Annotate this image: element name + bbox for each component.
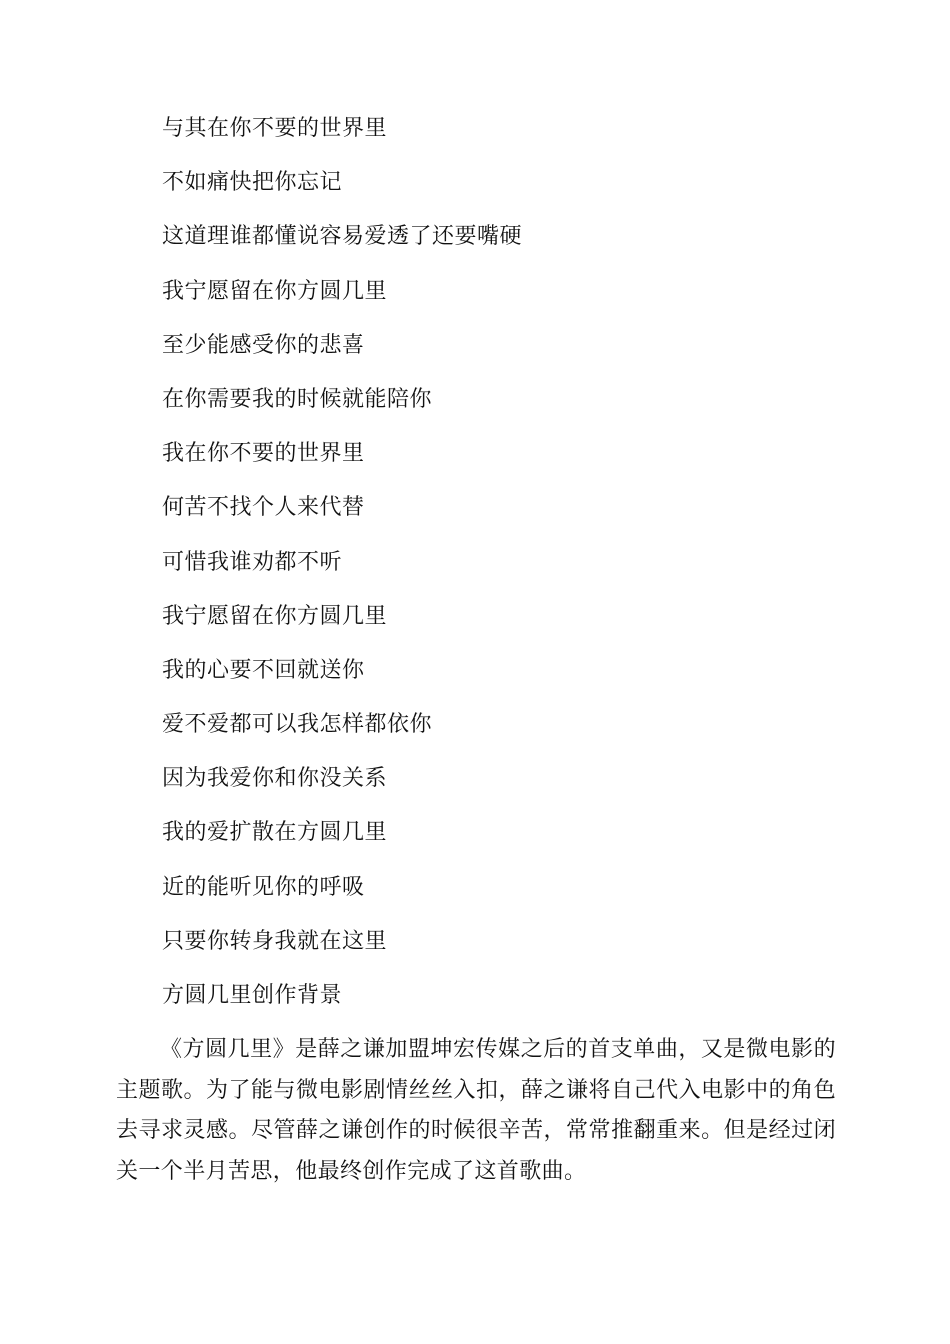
lyrics-list [162,110,522,1031]
background-paragraph: 《方圆几里》是薛之谦加盟坤宏传媒之后的首支单曲，又是微电影的主题歌。为了能与微电影剧情丝丝入扣，薛之谦将自己代入电影中的角色去寻求灵感。尽管薛之谦创作的时候很辛苦，常常推翻重来。但是经过闭关一个半月苦思，他最终创作完成了这首歌曲。 [116,1037,836,1184]
section-heading: 方圆几里创作背景 [162,983,343,1008]
lyric-line: 只要你转身我就在这里 [162,928,388,954]
lyric-line: 近的能听见你的呼吸 [162,874,365,900]
lyric-line: 这道理谁都懂说容易爱透了还要嘴硬 [162,224,523,250]
lyric-line: 可惜我谁劝都不听 [162,549,343,575]
lyric-line: 不如痛快把你忘记 [162,170,343,196]
lyric-line: 因为我爱你和你没关系 [162,766,388,792]
lyric-line: 我的心要不回就送你 [162,657,365,683]
lyric-line: 我宁愿留在你方圆几里 [162,278,388,304]
lyric-line: 至少能感受你的悲喜 [162,332,365,358]
lyric-line: 我在你不要的世界里 [162,441,365,467]
lyric-line: 在你需要我的时候就能陪你 [162,386,433,412]
lyric-line: 与其在你不要的世界里 [162,116,388,141]
lyric-line: 爱不爱都可以我怎样都依你 [162,712,433,738]
lyric-line: 我的爱扩散在方圆几里 [162,820,388,846]
lyric-line: 何苦不找个人来代替 [162,495,365,521]
lyric-line: 我宁愿留在你方圆几里 [162,603,388,629]
